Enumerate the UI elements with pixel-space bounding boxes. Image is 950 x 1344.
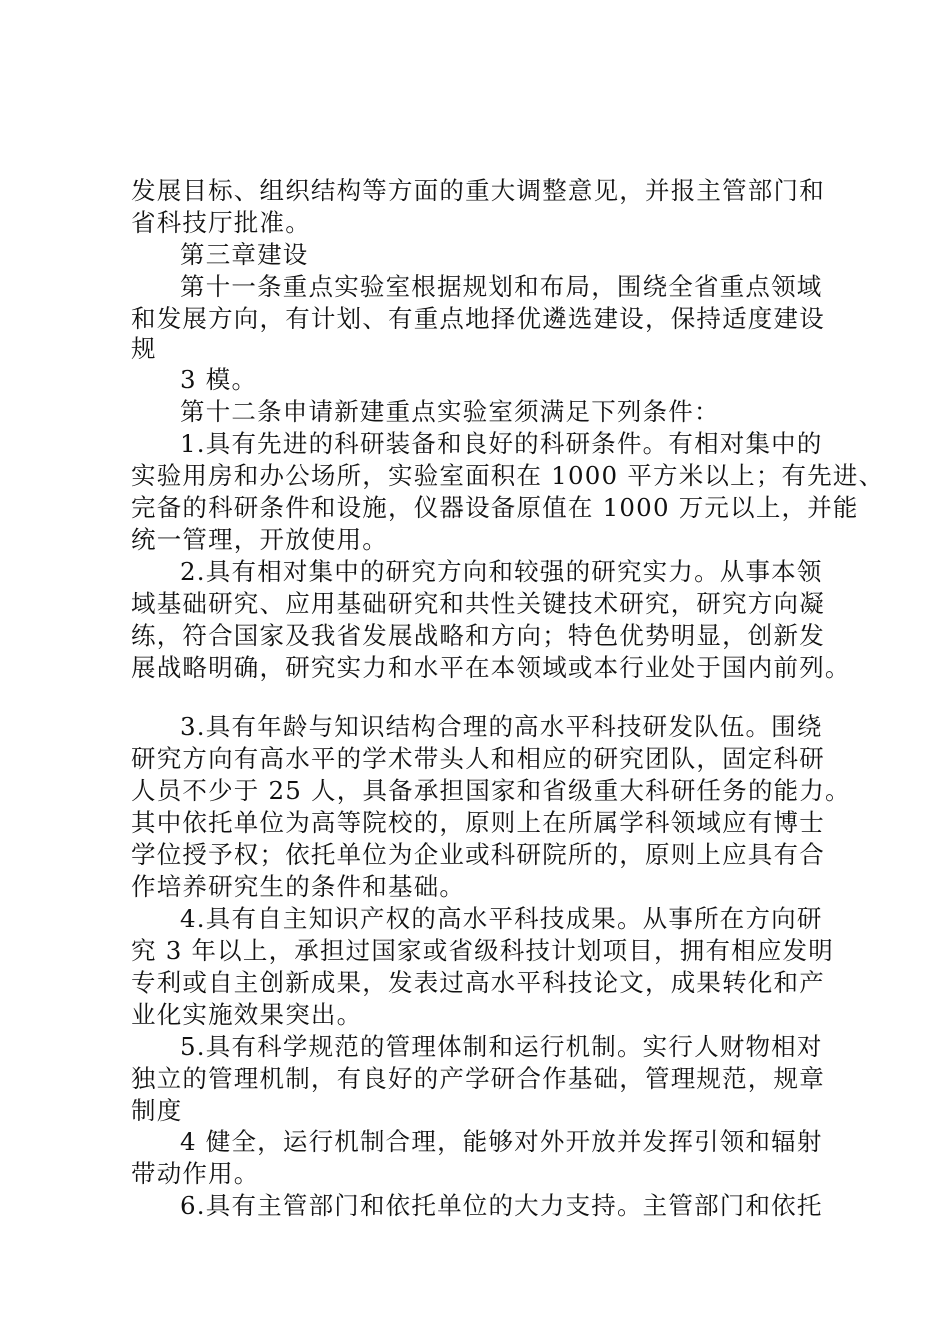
text-line: 域基础研究、应用基础研究和共性关键技术研究，研究方向凝 [131,589,825,618]
text-line: 其中依托单位为高等院校的，原则上在所属学科领域应有博士 [131,808,825,837]
page-number-line: 4 健全，运行机制合理，能够对外开放并发挥引领和辐射 [180,1127,823,1156]
text-line: 作培养研究生的条件和基础。 [131,872,466,901]
text-line: 研究方向有高水平的学术带头人和相应的研究团队，固定科研 [131,744,825,773]
text-line: 练，符合国家及我省发展战略和方向；特色优势明显，创新发 [131,621,825,650]
text-line: 制度 [131,1096,183,1125]
chapter-heading: 第三章建设 [180,240,309,269]
text-line: 省科技厅批准。 [131,208,311,237]
text-line: 发展目标、组织结构等方面的重大调整意见，并报主管部门和 [131,176,825,205]
text-line: 1.具有先进的科研装备和良好的科研条件。有相对集中的 [180,429,823,458]
text-line: 究 3 年以上，承担过国家或省级科技计划项目，拥有相应发明 [131,936,834,965]
page-number-line: 3 模。 [180,365,258,394]
text-line: 展战略明确，研究实力和水平在本领域或本行业处于国内前列。 [131,653,851,682]
text-line: 4.具有自主知识产权的高水平科技成果。从事所在方向研 [180,904,823,933]
text-line: 5.具有科学规范的管理体制和运行机制。实行人财物相对 [180,1032,823,1061]
text-line: 统一管理，开放使用。 [131,525,388,554]
text-line: 实验用房和办公场所，实验室面积在 1000 平方米以上；有先进、 [131,461,885,490]
text-line: 带动作用。 [131,1159,260,1188]
text-line: 2.具有相对集中的研究方向和较强的研究实力。从事本领 [180,557,823,586]
text-line: 学位授予权；依托单位为企业或科研院所的，原则上应具有合 [131,840,825,869]
text-line: 专利或自主创新成果，发表过高水平科技论文，成果转化和产 [131,968,825,997]
text-line: 3.具有年龄与知识结构合理的高水平科技研发队伍。围绕 [180,712,823,741]
text-line: 和发展方向，有计划、有重点地择优遴选建设，保持适度建设 [131,304,825,333]
text-line: 业化实施效果突出。 [131,1000,363,1029]
text-line: 人员不少于 25 人，具备承担国家和省级重大科研任务的能力。 [131,776,851,805]
text-line: 规 [131,334,157,363]
text-line: 6.具有主管部门和依托单位的大力支持。主管部门和依托 [180,1191,823,1220]
text-line: 第十一条重点实验室根据规划和布局，围绕全省重点领域 [180,272,823,301]
text-line: 独立的管理机制，有良好的产学研合作基础，管理规范，规章 [131,1064,825,1093]
text-line: 完备的科研条件和设施，仪器设备原值在 1000 万元以上，并能 [131,493,859,522]
text-line: 第十二条申请新建重点实验室须满足下列条件： [180,397,720,426]
